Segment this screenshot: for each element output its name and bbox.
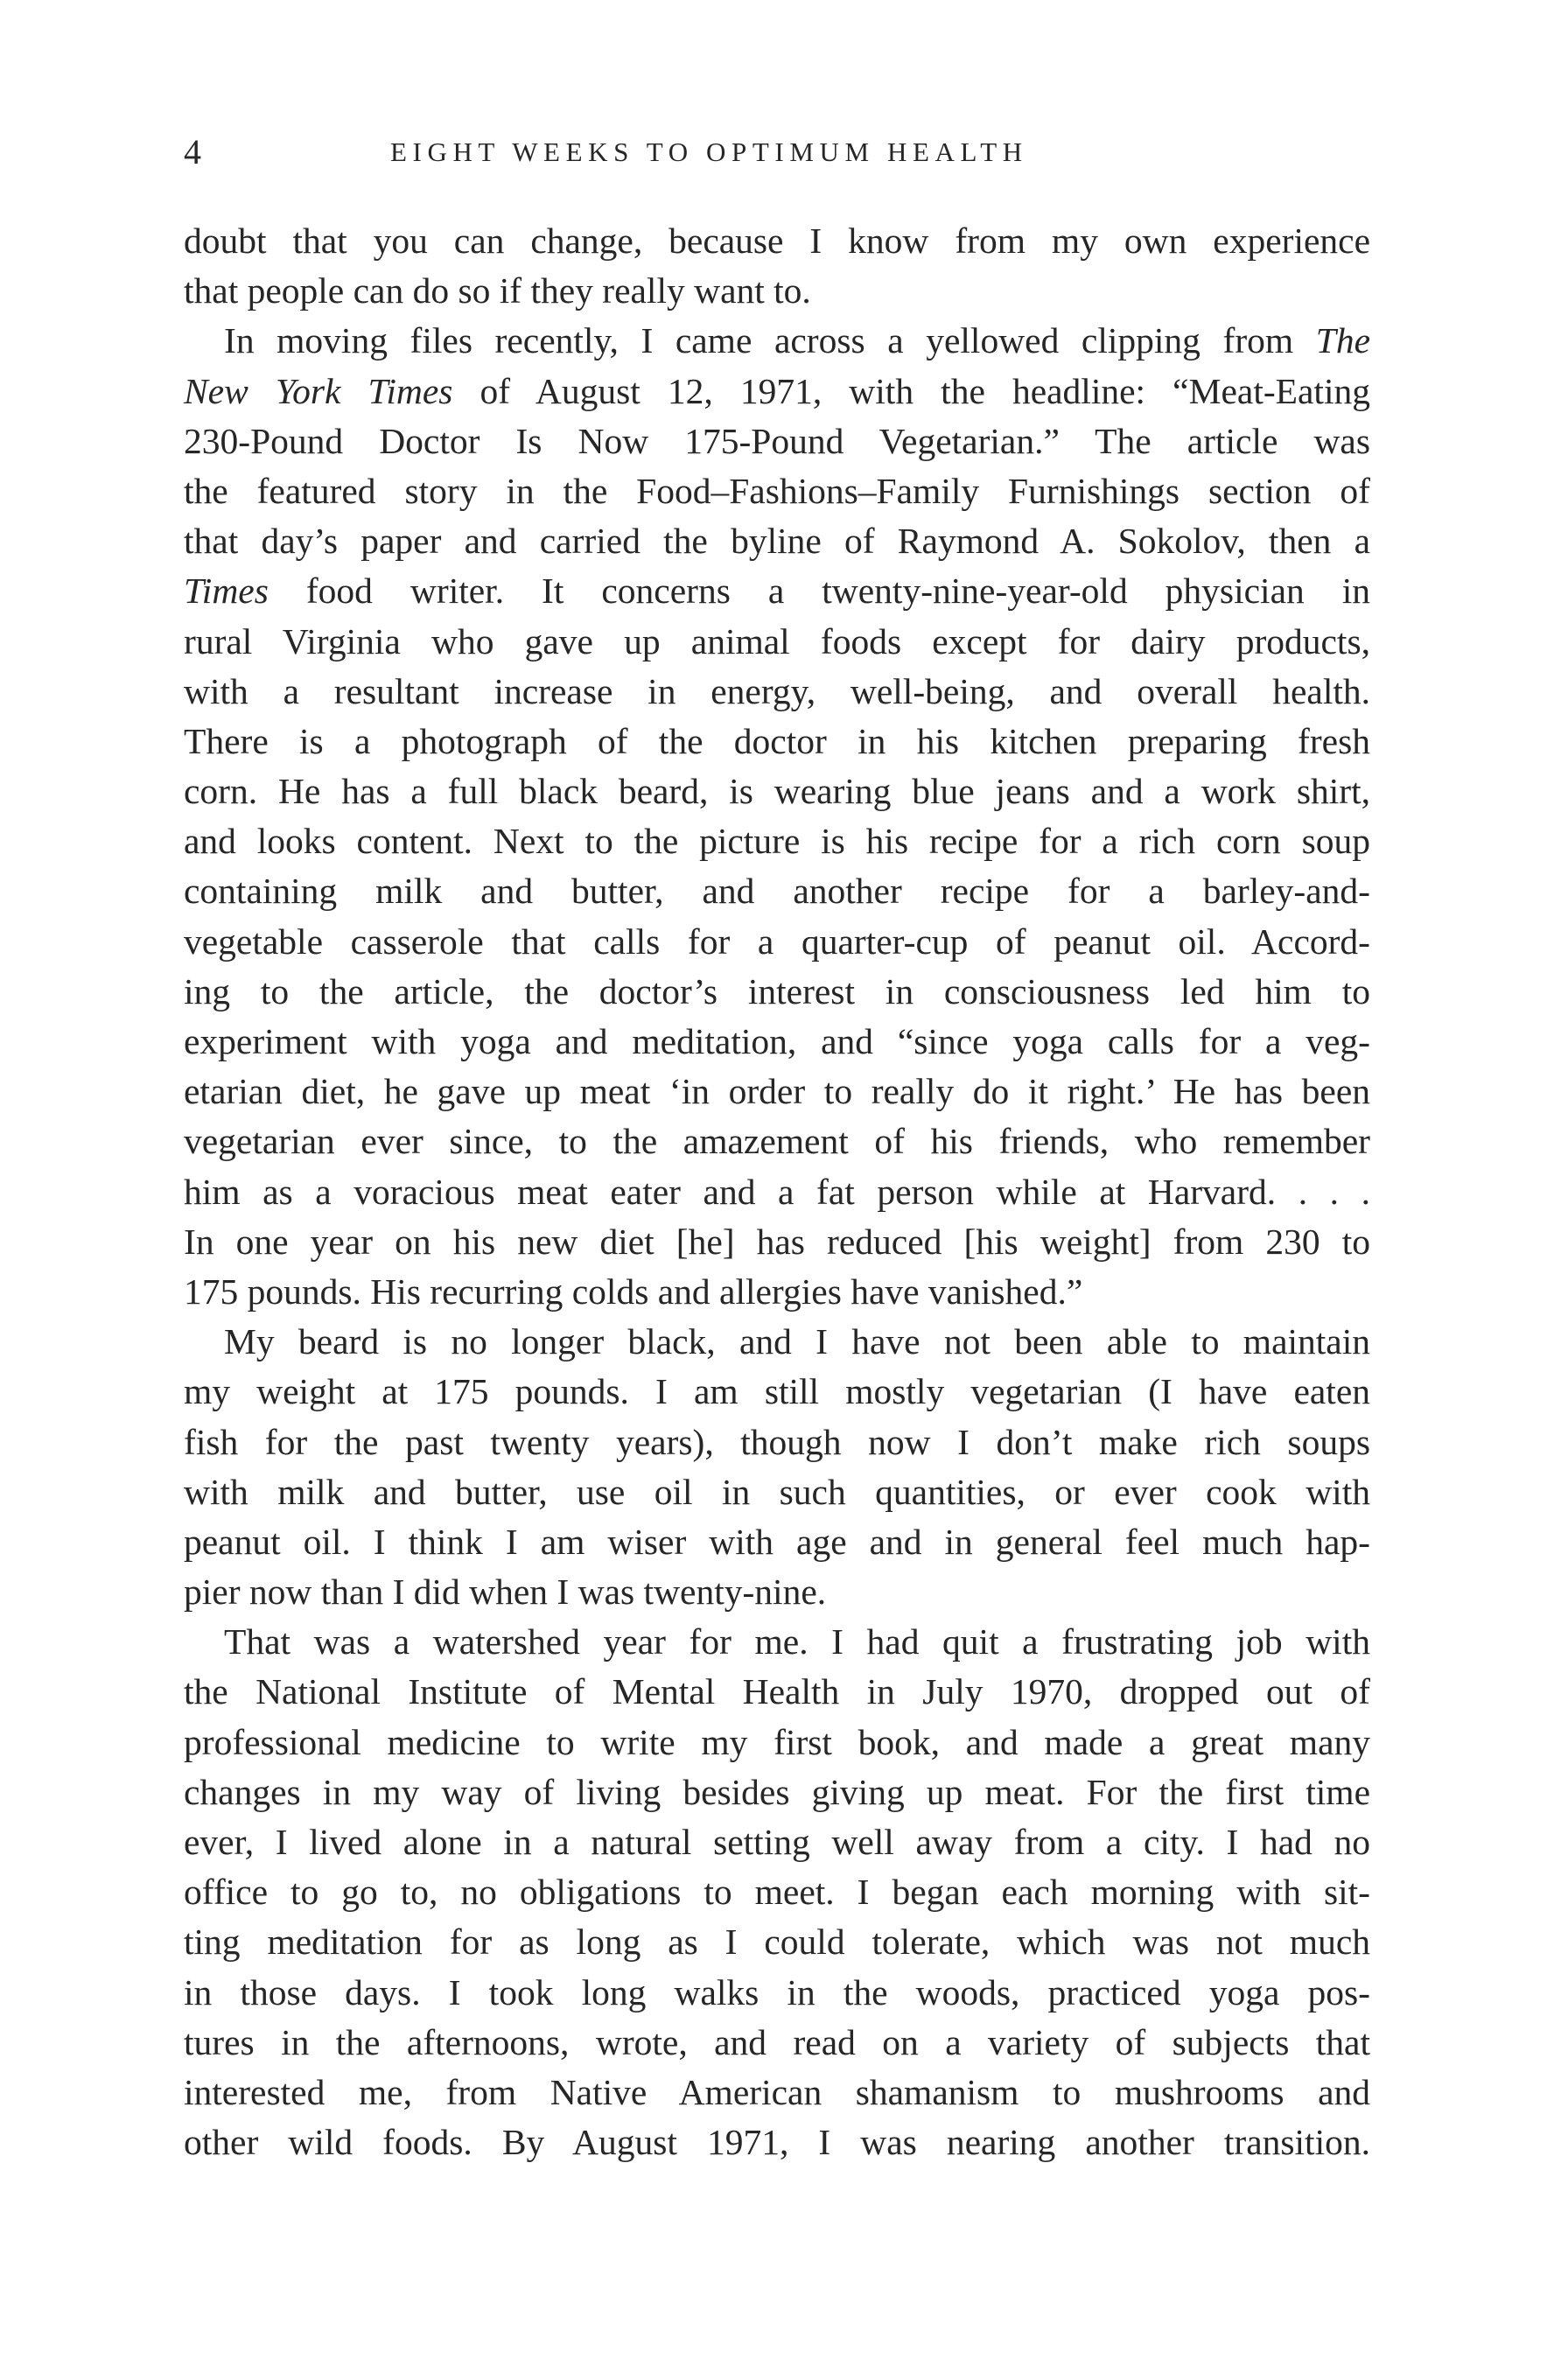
text-line [184, 1867, 1370, 1917]
text-line [184, 1768, 1370, 1817]
text-line [184, 216, 1370, 266]
text-line [184, 516, 1370, 566]
italic-title: Times [184, 570, 269, 612]
line-text: ever, I lived alone in a natural setting well away from a city. I had no [184, 1822, 1370, 1862]
text-line [184, 2018, 1370, 2068]
line-text: interested me, from Native American shamanism to mushrooms and [184, 2071, 1370, 2112]
text-line [184, 1917, 1370, 1967]
line-text: In moving files recently, I came across a yellowed clipping from [224, 320, 1316, 361]
text-line [184, 1467, 1370, 1517]
line-text: 175 pounds. His recurring colds and allergies have vanished.” [184, 1270, 1083, 1312]
text-line [184, 2068, 1370, 2118]
text-line [184, 1968, 1370, 2018]
text-line [184, 266, 1370, 316]
text-line [184, 1116, 1370, 1166]
line-text: food writer. It concerns a twenty-nine-year-old physician in [268, 570, 1370, 612]
line-text: pier now than I did when I was twenty-nine. [184, 1572, 827, 1613]
text-line [184, 1667, 1370, 1717]
line-text: corn. He has a full black beard, is wearing blue jeans and a work shirt, [184, 771, 1370, 812]
text-line [184, 2118, 1370, 2167]
running-head [184, 126, 1370, 178]
text-line [184, 617, 1370, 667]
line-text: him as a voracious meat eater and a fat person while at Harvard. . . . [184, 1171, 1370, 1212]
line-text: and looks content. Next to the picture is his recipe for a rich corn soup [184, 821, 1370, 862]
text-line [184, 766, 1370, 816]
text-line [184, 1067, 1370, 1116]
text-line [184, 866, 1370, 916]
line-text: doubt that you can change, because I know from my own experience [184, 220, 1370, 261]
line-text: of August 12, 1971, with the headline: “Meat-Eating [452, 370, 1370, 411]
text-line [184, 316, 1370, 366]
line-text: with milk and butter, use oil in such quantities, or ever cook with [184, 1471, 1370, 1512]
line-text: My beard is no longer black, and I have not been able to maintain [224, 1321, 1370, 1362]
text-line [184, 1267, 1370, 1317]
text-line [184, 566, 1370, 616]
line-text: the featured story in the Food–Fashions–Family Furnishings section of [184, 470, 1370, 511]
text-line [184, 1317, 1370, 1367]
line-text: in those days. I took long walks in the woods, practiced yoga pos- [184, 1971, 1370, 2012]
text-line [184, 917, 1370, 967]
line-text: my weight at 175 pounds. I am still mostly vegetarian (I have eaten [184, 1371, 1370, 1412]
line-text: vegetable casserole that calls for a quarter-cup of peanut oil. Accord- [184, 920, 1370, 962]
line-text: etarian diet, he gave up meat ‘in order to really do it right.’ He has been [184, 1071, 1370, 1112]
page-number: 4 [184, 132, 201, 172]
text-line [184, 1817, 1370, 1867]
line-text: There is a photograph of the doctor in his kitchen preparing fresh [184, 720, 1370, 761]
italic-title: New York Times [184, 370, 453, 411]
text-line [184, 416, 1370, 466]
line-text: containing milk and butter, and another recipe for a barley-and- [184, 871, 1370, 912]
line-text: that day’s paper and carried the byline of Raymond A. Sokolov, then a [184, 521, 1370, 562]
line-text: tures in the afternoons, wrote, and read on a variety of subjects that [184, 2021, 1370, 2062]
text-line [184, 1217, 1370, 1267]
text-line [184, 1567, 1370, 1617]
line-text: 230-Pound Doctor Is Now 175-Pound Vegetarian.” The article was [184, 420, 1370, 461]
text-line [184, 717, 1370, 766]
line-text: the National Institute of Mental Health in July 1970, dropped out of [184, 1671, 1370, 1712]
line-text: peanut oil. I think I am wiser with age and in general feel much hap- [184, 1521, 1370, 1562]
line-text: That was a watershed year for me. I had quit a frustrating job with [224, 1621, 1370, 1662]
text-line [184, 1367, 1370, 1417]
text-line [184, 1017, 1370, 1067]
text-line [184, 1617, 1370, 1667]
body-text [184, 216, 1370, 2167]
text-line [184, 967, 1370, 1017]
line-text: office to go to, no obligations to meet. I began each morning with sit- [184, 1872, 1370, 1913]
text-line [184, 816, 1370, 866]
line-text: changes in my way of living besides giving up meat. For the first time [184, 1771, 1370, 1812]
text-line [184, 1517, 1370, 1567]
running-title: EIGHT WEEKS TO OPTIMUM HEALTH [390, 136, 1028, 167]
text-line [184, 1418, 1370, 1467]
line-text: experiment with yoga and meditation, and “since yoga calls for a veg- [184, 1021, 1370, 1061]
text-line [184, 466, 1370, 516]
text-line [184, 667, 1370, 717]
line-text: vegetarian ever since, to the amazement of his friends, who remember [184, 1121, 1370, 1162]
text-line [184, 1718, 1370, 1768]
italic-title: The [1315, 320, 1370, 361]
line-text: In one year on his new diet [he] has reduced [his weight] from 230 to [184, 1221, 1370, 1262]
line-text: ing to the article, the doctor’s interest in consciousness led him to [184, 970, 1370, 1012]
line-text: rural Virginia who gave up animal foods except for dairy products, [184, 620, 1370, 662]
text-line [184, 367, 1370, 416]
line-text: that people can do so if they really want to. [184, 270, 811, 312]
line-text: with a resultant increase in energy, well-being, and overall health. [184, 670, 1370, 711]
line-text: ting meditation for as long as I could tolerate, which was not much [184, 1922, 1370, 1963]
line-text: other wild foods. By August 1971, I was nearing another transition. [184, 2122, 1370, 2163]
line-text: professional medicine to write my first book, and made a great many [184, 1721, 1370, 1762]
text-line [184, 1167, 1370, 1217]
line-text: fish for the past twenty years), though now I don’t make rich soups [184, 1421, 1370, 1462]
